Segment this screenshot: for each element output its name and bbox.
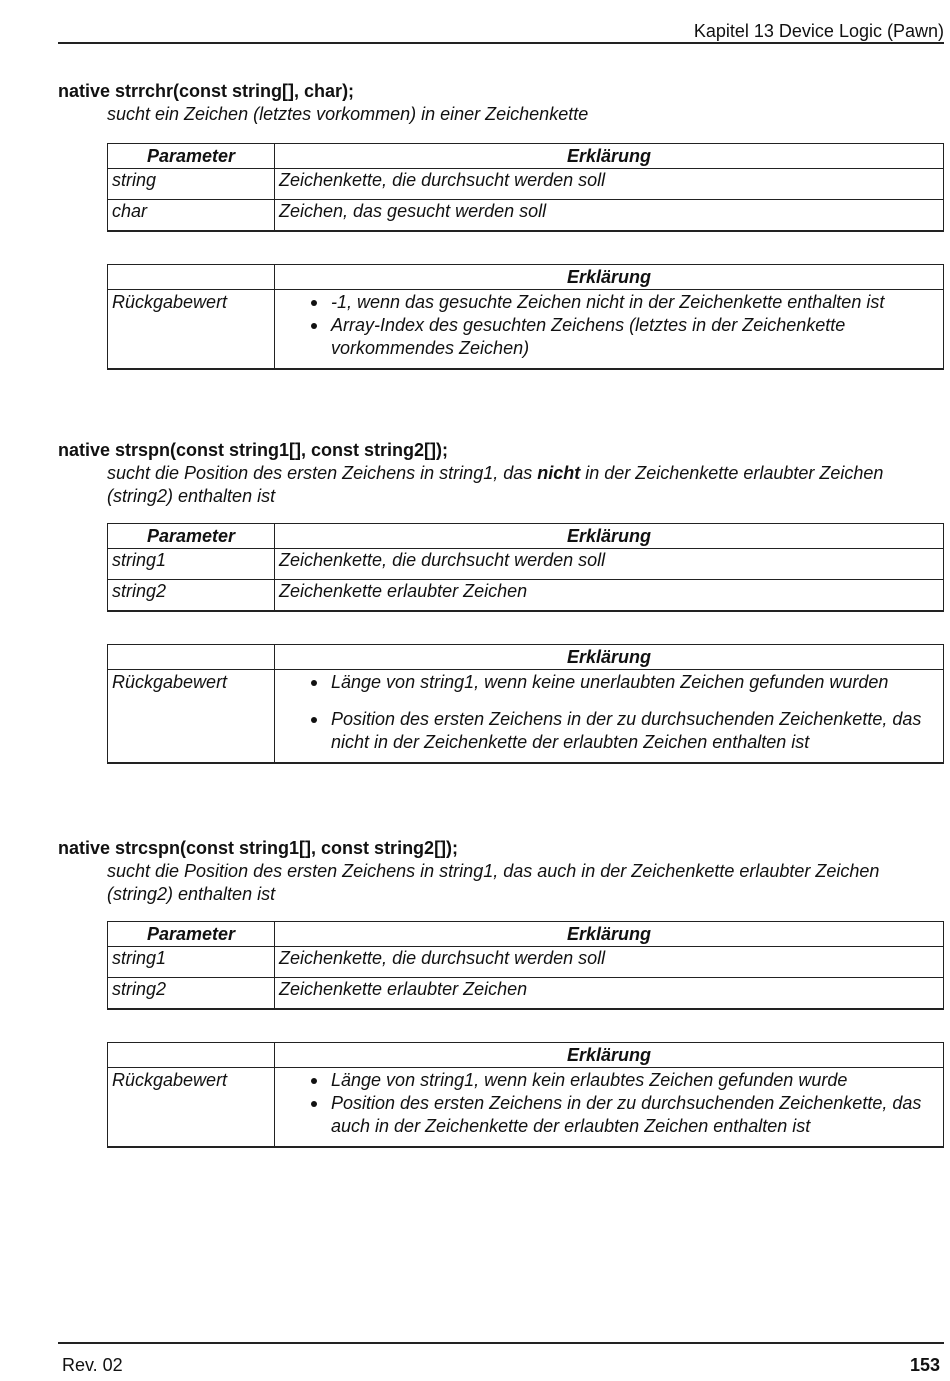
list-item: -1, wenn das gesuchte Zeichen nicht in der Zeichenkette enthalten ist (331, 291, 939, 314)
table-row (108, 169, 944, 200)
page-number: 153 (909, 1355, 940, 1375)
return-value-list (279, 1069, 939, 1146)
return-label: Rückgabewert (108, 1068, 275, 1148)
return-value-list (279, 671, 939, 762)
parameter-description: Zeichenkette erlaubter Zeichen (275, 978, 944, 1010)
table-row (108, 580, 944, 612)
parameter-name: string1 (108, 549, 275, 580)
table-row (108, 200, 944, 232)
parameter-header: Parameter (108, 524, 275, 549)
explanation-header: Erklärung (275, 645, 944, 670)
parameter-table (107, 921, 944, 1010)
parameter-table (107, 143, 944, 232)
parameter-name: string (108, 169, 275, 200)
table-row (108, 290, 944, 370)
explanation-header: Erklärung (275, 1043, 944, 1068)
parameter-header: Parameter (108, 144, 275, 169)
return-table (107, 264, 944, 370)
function-description: sucht ein Zeichen (letztes vorkommen) in einer Zeichenkette (107, 104, 589, 124)
return-header-empty (108, 265, 275, 290)
list-item: Position des ersten Zeichens in der zu durchsuchenden Zeichenkette, das auch in der Zeichenkette der erlaubten Zeichen enthalten ist (331, 1092, 939, 1138)
parameter-header: Parameter (108, 922, 275, 947)
parameter-description: Zeichenkette, die durchsucht werden soll (275, 169, 944, 200)
list-item: Länge von string1, wenn kein erlaubtes Zeichen gefunden wurde (331, 1069, 939, 1092)
return-value-list (279, 291, 939, 368)
explanation-header: Erklärung (275, 524, 944, 549)
parameter-description: Zeichenkette erlaubter Zeichen (275, 580, 944, 612)
parameter-name: string2 (108, 580, 275, 612)
return-table (107, 1042, 944, 1148)
table-row (108, 670, 944, 764)
parameter-name: char (108, 200, 275, 232)
page-footer (58, 1342, 944, 1381)
parameter-table (107, 523, 944, 612)
parameter-name: string2 (108, 978, 275, 1010)
explanation-header: Erklärung (275, 144, 944, 169)
chapter-title: Kapitel 13 Device Logic (Pawn) (693, 21, 944, 41)
table-row (108, 978, 944, 1010)
explanation-header: Erklärung (275, 922, 944, 947)
function-section-strrchr (58, 80, 944, 370)
parameter-description: Zeichenkette, die durchsucht werden soll (275, 947, 944, 978)
return-header-empty (108, 1043, 275, 1068)
parameter-description: Zeichenkette, die durchsucht werden soll (275, 549, 944, 580)
list-item: Position des ersten Zeichens in der zu durchsuchenden Zeichenkette, das nicht in der Zeichenkette der erlaubten Zeichen enthalten ist (331, 708, 939, 754)
table-row (108, 1068, 944, 1148)
list-item: Array-Index des gesuchten Zeichens (letztes in der Zeichenkette vorkommendes Zeichen) (331, 314, 939, 360)
parameter-description: Zeichen, das gesucht werden soll (275, 200, 944, 232)
page-header (58, 18, 944, 44)
table-row (108, 549, 944, 580)
explanation-header: Erklärung (275, 265, 944, 290)
function-signature: native strcspn(const string1[], const string2[]); (58, 838, 459, 858)
return-label: Rückgabewert (108, 670, 275, 764)
function-signature: native strspn(const string1[], const string2[]); (58, 440, 449, 460)
return-header-empty (108, 645, 275, 670)
revision-label: Rev. 02 (62, 1355, 123, 1375)
function-section-strspn (58, 439, 944, 764)
return-label: Rückgabewert (108, 290, 275, 370)
list-item: Länge von string1, wenn keine unerlaubten Zeichen gefunden wurden (331, 671, 939, 694)
table-row (108, 947, 944, 978)
function-description: sucht die Position des ersten Zeichens in string1, das nicht in der Zeichenkette erlaubter Zeichen (string2) enthalten ist (107, 463, 884, 506)
return-table (107, 644, 944, 764)
emphasis-nicht: nicht (537, 463, 581, 483)
parameter-name: string1 (108, 947, 275, 978)
function-description: sucht die Position des ersten Zeichens in string1, das auch in der Zeichenkette erlaubter Zeichen (string2) enthalten ist (107, 861, 880, 904)
function-section-strcspn (58, 837, 944, 1148)
function-signature: native strrchr(const string[], char); (58, 81, 355, 101)
